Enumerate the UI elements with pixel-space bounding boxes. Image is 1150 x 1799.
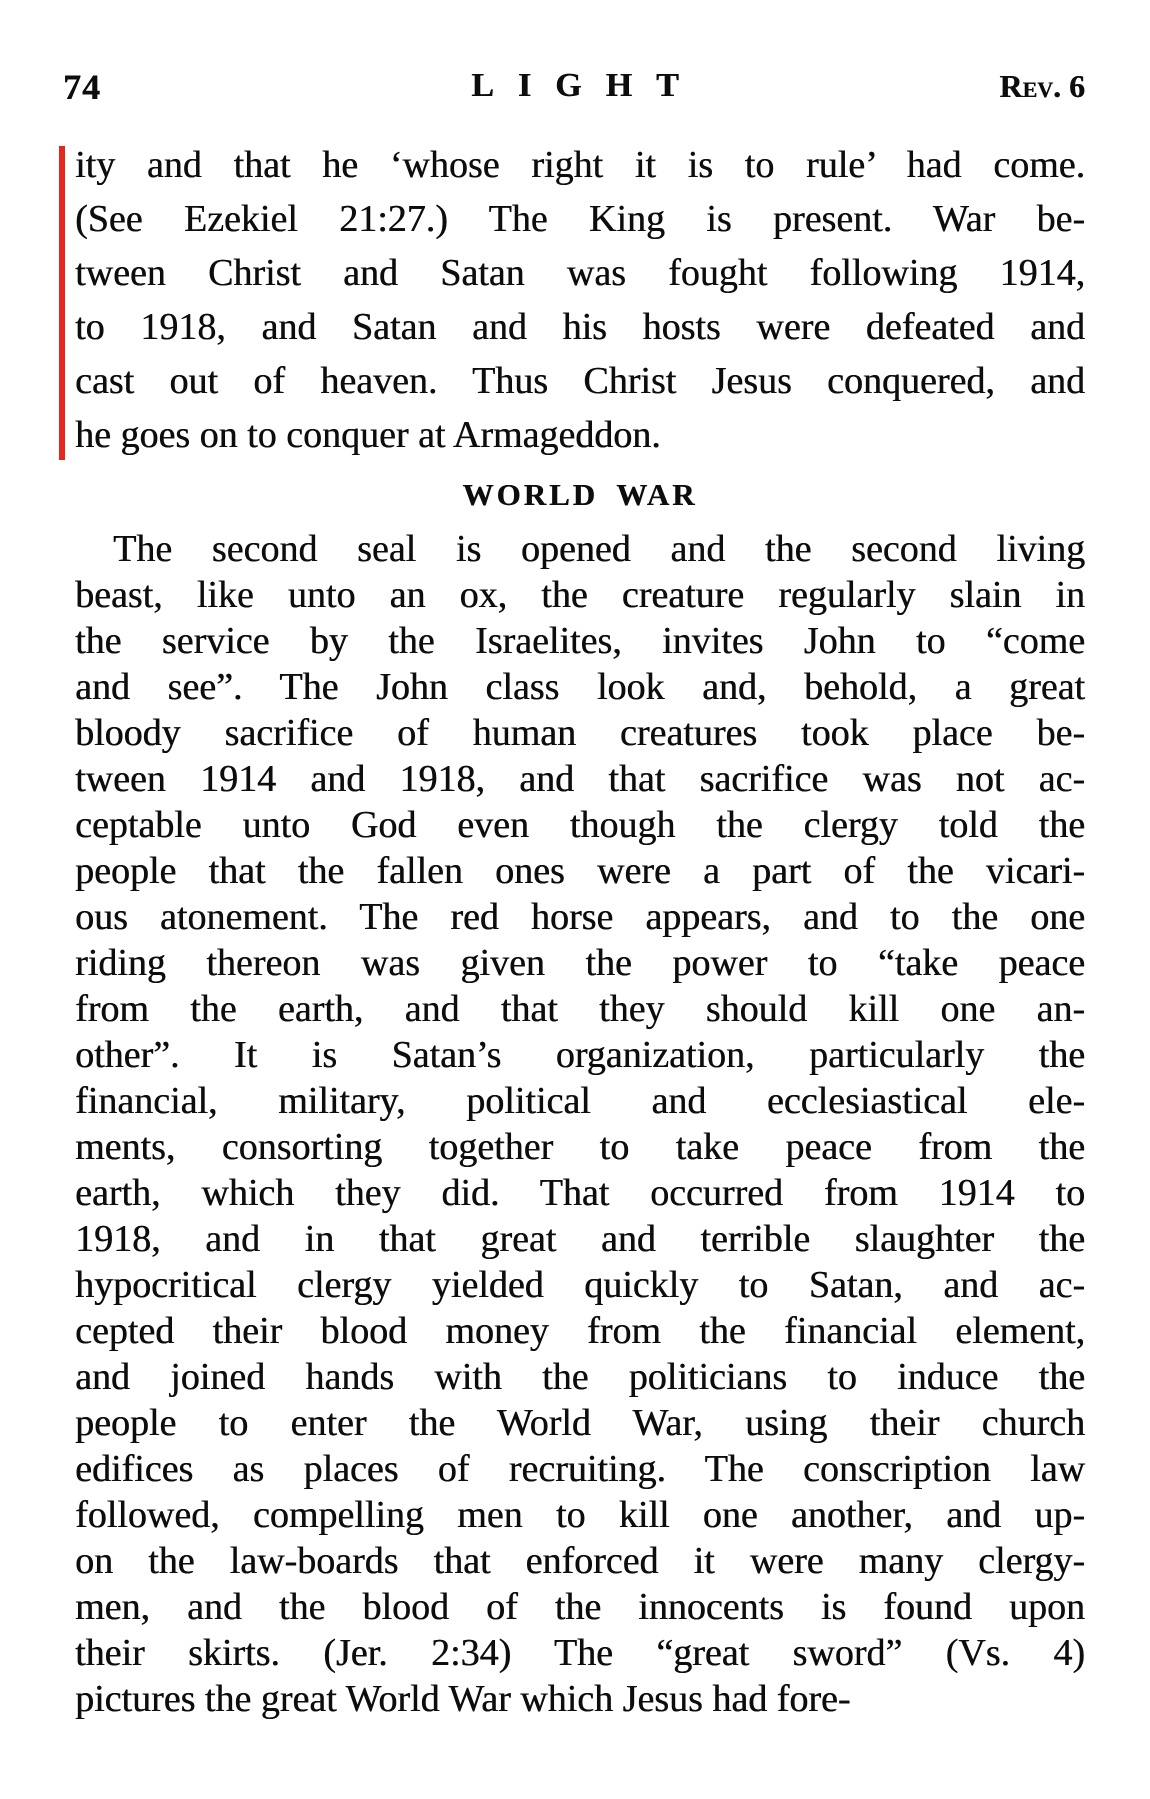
chapter-reference: Rev. 6 — [999, 68, 1085, 104]
paragraph-line: people to enter the World War, using their church — [75, 1402, 1085, 1444]
paragraph-line: earth, which they did. That occurred from 1914 to — [75, 1172, 1085, 1214]
paragraph-line: the service by the Israelites, invites John to “come — [75, 620, 1085, 662]
body-paragraph — [75, 526, 1085, 1722]
running-title: LIGHT — [471, 67, 703, 104]
paragraph-line: cast out of heaven. Thus Christ Jesus conquered, and — [75, 360, 1085, 402]
page-number: 74 — [63, 67, 101, 107]
paragraph-line: to 1918, and Satan and his hosts were defeated and — [75, 306, 1085, 348]
paragraph-line: ceptable unto God even though the clergy told the — [75, 804, 1085, 846]
paragraph-line: on the law-boards that enforced it were many clergy- — [75, 1540, 1085, 1582]
paragraph-line: their skirts. (Jer. 2:34) The “great sword” (Vs. 4) — [75, 1632, 1085, 1674]
paragraph-line: The second seal is opened and the second living — [113, 528, 1085, 570]
paragraph-line: tween 1914 and 1918, and that sacrifice was not ac- — [75, 758, 1085, 800]
paragraph-line: 1918, and in that great and terrible slaughter the — [75, 1218, 1085, 1260]
paragraph-line: tween Christ and Satan was fought following 1914, — [75, 252, 1085, 294]
paragraph-line: he goes on to conquer at Armageddon. — [75, 414, 661, 456]
section-heading: WORLD WAR — [462, 477, 698, 512]
paragraph-line: beast, like unto an ox, the creature regularly slain in — [75, 574, 1085, 616]
paragraph-line: cepted their blood money from the financial element, — [75, 1310, 1085, 1352]
opening-paragraph — [75, 138, 1085, 462]
paragraph-line: pictures the great World War which Jesus had fore- — [75, 1678, 851, 1720]
paragraph-line: and joined hands with the politicians to induce the — [75, 1356, 1085, 1398]
paragraph-line: other”. It is Satan’s organization, particularly the — [75, 1034, 1085, 1076]
paragraph-line: hypocritical clergy yielded quickly to Satan, and ac- — [75, 1264, 1085, 1306]
paragraph-line: men, and the blood of the innocents is found upon — [75, 1586, 1085, 1628]
paragraph-line: ments, consorting together to take peace from the — [75, 1126, 1085, 1168]
paragraph-line: from the earth, and that they should kill one an- — [75, 988, 1085, 1030]
margin-highlight-line — [59, 146, 65, 460]
running-header — [0, 66, 1150, 110]
paragraph-line: ity and that he ‘whose right it is to rule’ had come. — [75, 144, 1085, 186]
paragraph-line: bloody sacrifice of human creatures took place be- — [75, 712, 1085, 754]
paragraph-line: people that the fallen ones were a part of the vicari- — [75, 850, 1085, 892]
paragraph-line: ous atonement. The red horse appears, and to the one — [75, 896, 1085, 938]
paragraph-line: riding thereon was given the power to “take peace — [75, 942, 1085, 984]
paragraph-line: and see”. The John class look and, behold, a great — [75, 666, 1085, 708]
paragraph-line: financial, military, political and ecclesiastical ele- — [75, 1080, 1085, 1122]
paragraph-line: (See Ezekiel 21:27.) The King is present. War be- — [75, 198, 1085, 240]
paragraph-line: followed, compelling men to kill one another, and up- — [75, 1494, 1085, 1536]
paragraph-line: edifices as places of recruiting. The conscription law — [75, 1448, 1085, 1490]
